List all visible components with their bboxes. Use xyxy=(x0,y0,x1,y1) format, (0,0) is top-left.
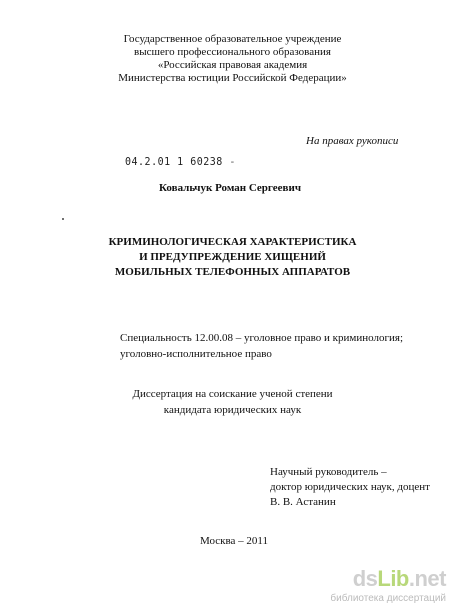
specialty-line: Специальность 12.00.08 – уголовное право и криминология; xyxy=(120,332,404,344)
institution-line: Министерства юстиции Российской Федерации» xyxy=(118,72,347,84)
watermark-subtitle: библиотека диссертаций xyxy=(330,593,446,604)
dissertation-title xyxy=(60,235,405,280)
degree-line: кандидата юридических наук xyxy=(163,404,302,416)
advisor-line: доктор юридических наук, доцент xyxy=(270,481,430,493)
specialty-line: уголовно-исполнительное право xyxy=(120,348,272,360)
title-line: И ПРЕДУПРЕЖДЕНИЕ ХИЩЕНИЙ xyxy=(139,251,326,263)
title-line: МОБИЛЬНЫХ ТЕЛЕФОННЫХ АППАРАТОВ xyxy=(114,266,351,278)
scan-speck xyxy=(62,218,64,220)
library-stamp xyxy=(125,157,236,169)
institution-header xyxy=(60,33,405,85)
title-line: КРИМИНОЛОГИЧЕСКАЯ ХАРАКТЕРИСТИКА xyxy=(108,236,357,248)
degree-line: Диссертация на соискание ученой степени xyxy=(132,388,333,400)
institution-line: «Российская правовая академия xyxy=(157,59,308,71)
specialty-block xyxy=(120,330,403,362)
watermark-logo xyxy=(353,566,446,592)
advisor-line: Научный руководитель – xyxy=(270,466,387,478)
stamp-mark: - xyxy=(229,156,236,169)
watermark-logo-part: Lib xyxy=(377,566,409,591)
manuscript-rights-note: На правах рукописи xyxy=(306,135,399,147)
city-year: Москва – 2011 xyxy=(199,535,269,547)
scientific-advisor-block xyxy=(270,465,430,510)
dslib-watermark xyxy=(330,566,448,608)
author-name: Ковальчук Роман Сергеевич xyxy=(158,182,302,194)
institution-line: высшего профессионального образования xyxy=(134,46,331,58)
advisor-line: В. В. Астанин xyxy=(270,496,336,508)
watermark-logo-part: ds xyxy=(352,566,378,591)
degree-block xyxy=(60,386,405,418)
watermark-logo-part: .net xyxy=(408,566,446,591)
stamp-number: 04.2.01 1 60238 xyxy=(125,156,223,169)
institution-line: Государственное образовательное учреждение xyxy=(123,33,342,45)
